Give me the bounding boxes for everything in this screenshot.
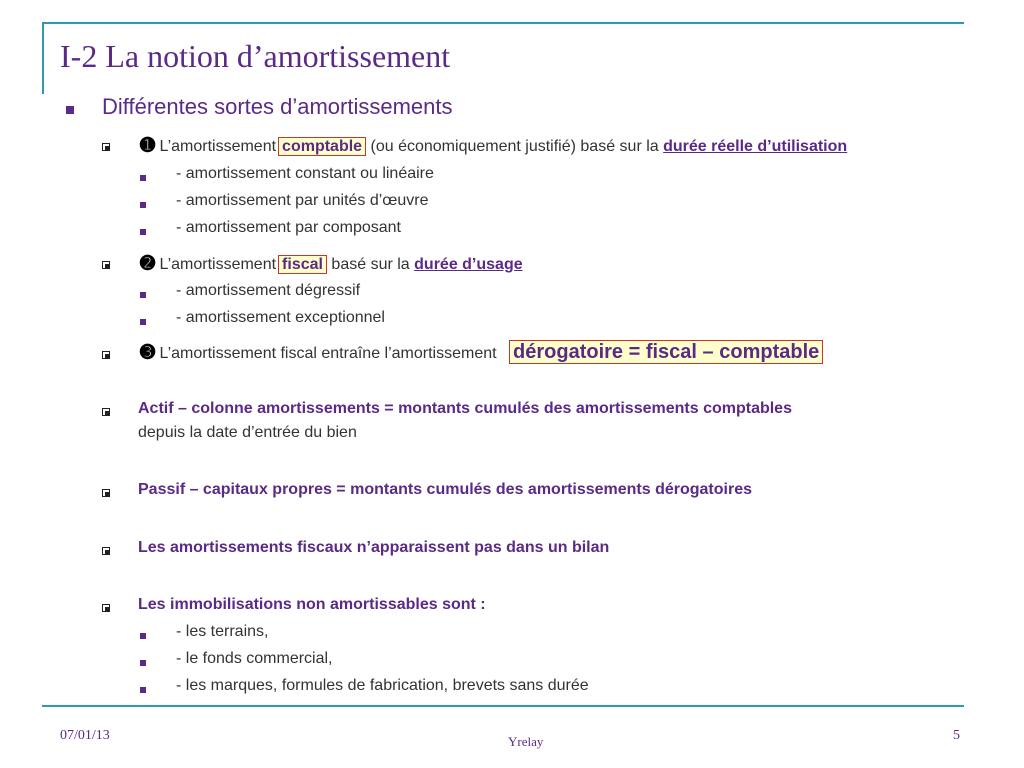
section-heading: Différentes sortes d’amortissements bbox=[102, 94, 453, 119]
item3-line bbox=[140, 341, 823, 364]
immos-sub-2: - le fonds commercial, bbox=[176, 650, 333, 667]
square-bullet-icon bbox=[66, 106, 74, 114]
actif-bold: Actif – colonne amortissements = montants cumulés des amortissements comptables bbox=[138, 400, 792, 417]
item1-before: L’amortissement bbox=[159, 138, 277, 155]
circled-two-icon: ➋ bbox=[140, 253, 156, 273]
small-square-bullet-icon bbox=[140, 687, 146, 693]
footer-date: 07/01/13 bbox=[60, 728, 110, 743]
circled-three-icon: ➌ bbox=[140, 342, 156, 362]
item2-underlined: durée d’usage bbox=[414, 256, 523, 273]
item1-sub-3: - amortissement par composant bbox=[176, 219, 401, 236]
frame-bottom-line bbox=[42, 705, 964, 707]
item2-before: L’amortissement bbox=[159, 256, 277, 273]
hollow-square-bullet-icon bbox=[102, 408, 110, 416]
small-square-bullet-icon bbox=[140, 319, 146, 325]
hollow-square-bullet-icon bbox=[102, 489, 110, 497]
passif-text: Passif – capitaux propres = montants cumulés des amortissements dérogatoires bbox=[138, 481, 752, 498]
fiscaux-text: Les amortissements fiscaux n’apparaissent pas dans un bilan bbox=[138, 539, 610, 556]
circled-one-icon: ➊ bbox=[140, 135, 156, 155]
hollow-square-bullet-icon bbox=[102, 604, 110, 612]
item1-sub-1: - amortissement constant ou linéaire bbox=[176, 165, 434, 182]
footer-author: Yrelay bbox=[508, 734, 544, 749]
item2-sub-2: - amortissement exceptionnel bbox=[176, 309, 385, 326]
item1-sub-2: - amortissement par unités d’œuvre bbox=[176, 192, 429, 209]
item1-underlined: durée réelle d’utilisation bbox=[663, 138, 848, 155]
item1-highlight: comptable bbox=[278, 137, 366, 156]
small-square-bullet-icon bbox=[140, 175, 146, 181]
hollow-square-bullet-icon bbox=[102, 261, 110, 269]
item2-highlight: fiscal bbox=[278, 255, 327, 274]
small-square-bullet-icon bbox=[140, 660, 146, 666]
frame-left-line bbox=[42, 22, 44, 94]
item2-middle: basé sur la bbox=[331, 256, 410, 273]
small-square-bullet-icon bbox=[140, 633, 146, 639]
small-square-bullet-icon bbox=[140, 292, 146, 298]
small-square-bullet-icon bbox=[140, 229, 146, 235]
immos-sub-3: - les marques, formules de fabrication, brevets sans durée bbox=[176, 677, 589, 694]
item2-sub-1: - amortissement dégressif bbox=[176, 282, 361, 299]
item3-highlight: dérogatoire = fiscal – comptable bbox=[509, 340, 823, 364]
item1-line bbox=[140, 135, 847, 156]
item3-before: L’amortissement fiscal entraîne l’amortissement bbox=[159, 345, 497, 362]
item2-line bbox=[140, 253, 523, 274]
hollow-square-bullet-icon bbox=[102, 547, 110, 555]
immos-label: Les immobilisations non amortissables sont : bbox=[138, 596, 486, 613]
small-square-bullet-icon bbox=[140, 202, 146, 208]
hollow-square-bullet-icon bbox=[102, 351, 110, 359]
actif-normal: depuis la date d’entrée du bien bbox=[138, 424, 357, 441]
frame-top-line bbox=[42, 22, 964, 24]
slide-title: I-2 La notion d’amortissement bbox=[60, 38, 451, 74]
hollow-square-bullet-icon bbox=[102, 143, 110, 151]
footer-page-number: 5 bbox=[953, 728, 960, 743]
immos-sub-1: - les terrains, bbox=[176, 623, 269, 640]
item1-middle: (ou économiquement justifié) basé sur la bbox=[370, 138, 659, 155]
